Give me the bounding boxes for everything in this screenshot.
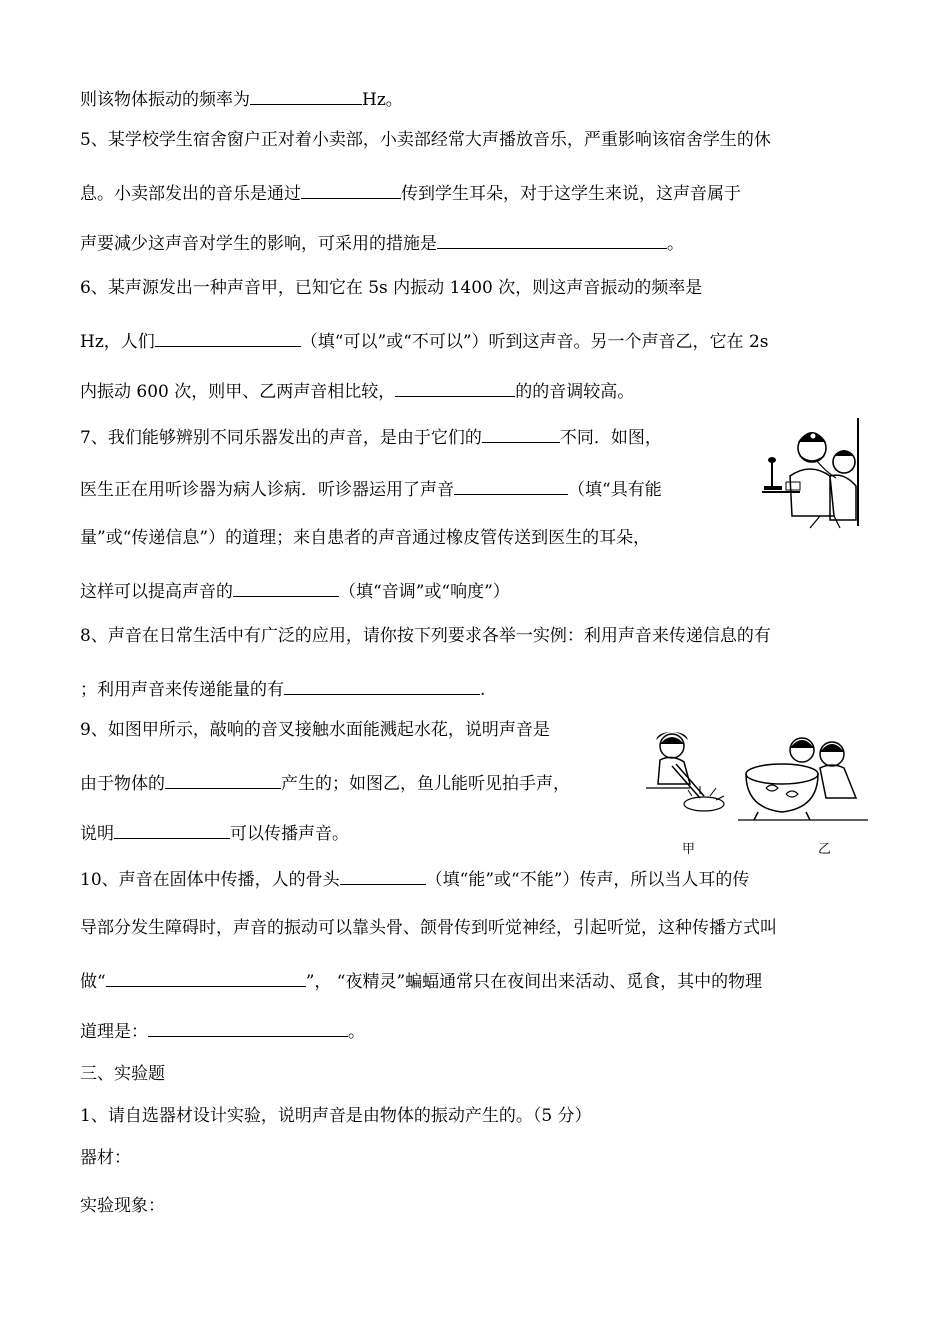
answer-blank[interactable] — [233, 578, 339, 597]
text: 三、实验题 — [80, 1064, 165, 1084]
q5-line-3 — [80, 230, 684, 256]
q6-line-2 — [80, 328, 769, 354]
text: 导部分发生障碍时，声音的振动可以靠头骨、颌骨传到听觉神经，引起听觉，这种传播方式叫 — [80, 918, 777, 938]
q10-line-2 — [80, 916, 777, 940]
text: 5、某学校学生宿舍窗户正对着小卖部，小卖部经常大声播放音乐，严重影响该宿舍学生的休 — [80, 130, 771, 150]
q10-line-3 — [80, 968, 762, 994]
q7-line-4 — [80, 578, 510, 604]
q8-line-1 — [80, 624, 771, 648]
text: ；利用声音来传递能量的有 — [80, 680, 284, 700]
text: ”， “夜精灵”蝙蝠通常只在夜间出来活动、觅食，其中的物理 — [305, 972, 763, 992]
text: 7、我们能够辨别不同乐器发出的声音，是由于它们的 — [80, 428, 482, 448]
text: 则该物体振动的频率为 — [80, 90, 250, 110]
answer-blank[interactable] — [395, 378, 515, 397]
answer-blank[interactable] — [165, 770, 281, 789]
text: 1、请自选器材设计实验，说明声音是由物体的振动产生的。（5 分） — [80, 1106, 592, 1126]
q9-line-3 — [80, 820, 349, 846]
text: 可以传播声音。 — [230, 824, 349, 844]
text: 8、声音在日常生活中有广泛的应用，请你按下列要求各举一实例：利用声音来传递信息的有 — [80, 626, 771, 646]
experiment-1-prompt — [80, 1104, 592, 1128]
answer-blank[interactable] — [250, 86, 362, 105]
q9-line-2 — [80, 770, 570, 796]
text: . — [480, 680, 486, 700]
text: 息。小卖部发出的音乐是通过 — [80, 184, 301, 204]
doctor-stethoscope-illustration — [760, 416, 870, 532]
answer-blank[interactable] — [114, 820, 230, 839]
experiment-1-materials-label — [80, 1146, 131, 1170]
text: 10、声音在固体中传播，人的骨头 — [80, 870, 340, 890]
text: （填“音调”或“响度”） — [339, 582, 510, 602]
text: 道理是： — [80, 1022, 148, 1042]
q6-line-3 — [80, 378, 634, 404]
text: 产生的；如图乙，鱼儿能听见拍手声， — [281, 774, 570, 794]
text: 的的音调较高。 — [515, 382, 635, 402]
answer-blank[interactable] — [454, 476, 568, 495]
answer-blank[interactable] — [148, 1018, 348, 1037]
text: 传到学生耳朵，对于这学生来说，这声音属于 — [401, 184, 741, 204]
section-heading-experiments — [80, 1062, 165, 1086]
answer-blank[interactable] — [340, 866, 426, 885]
text: 做“ — [80, 972, 106, 992]
figure-caption-yi: 乙 — [818, 842, 832, 857]
tuning-fork-water-illustration — [642, 726, 728, 822]
text: （填“能”或“不能”）传声，所以当人耳的传 — [425, 870, 750, 890]
text: 这样可以提高声音的 — [80, 582, 233, 602]
text: （填“具有能 — [568, 480, 662, 500]
text: 由于物体的 — [80, 774, 165, 794]
text: 实验现象： — [80, 1196, 165, 1216]
q8-line-2 — [80, 676, 485, 702]
answer-blank[interactable] — [284, 676, 480, 695]
q5-line-2 — [80, 180, 741, 206]
text: 。 — [348, 1022, 365, 1042]
q9-line-1 — [80, 718, 550, 742]
figure-caption-jia: 甲 — [682, 842, 696, 857]
answer-blank[interactable] — [155, 328, 301, 347]
experiment-1-phenomenon-label — [80, 1194, 165, 1218]
text: Hz。 — [362, 90, 403, 110]
text: 声要减少这声音对学生的影响，可采用的措施是 — [80, 234, 437, 254]
text: Hz，人们 — [80, 332, 155, 352]
q5-line-1 — [80, 128, 771, 152]
text: 9、如图甲所示，敲响的音叉接触水面能溅起水花，说明声音是 — [80, 720, 550, 740]
text: 医生正在用听诊器为病人诊病．听诊器运用了声音 — [80, 480, 454, 500]
answer-blank[interactable] — [482, 424, 560, 443]
answer-blank[interactable] — [301, 180, 401, 199]
text: 6、某声源发出一种声音甲，已知它在 5s 内振动 1400 次，则这声音振动的频率是 — [80, 278, 703, 298]
text: 量”或“传递信息”）的道理；来自患者的声音通过橡皮管传送到医生的耳朵， — [80, 528, 651, 548]
text: 。 — [667, 234, 684, 254]
q7-line-2 — [80, 476, 662, 502]
q6-line-1 — [80, 276, 702, 300]
q4-continuation-line — [80, 86, 403, 112]
text: 不同．如图， — [559, 428, 662, 448]
text: 说明 — [80, 824, 114, 844]
fish-bowl-clapping-illustration — [736, 728, 870, 824]
answer-blank[interactable] — [106, 968, 306, 987]
q7-line-3 — [80, 526, 650, 550]
text: （填“可以”或“不可以”）听到这声音。另一个声音乙，它在 2s — [300, 332, 769, 352]
q10-line-1 — [80, 866, 749, 892]
q7-line-1 — [80, 424, 662, 450]
q10-line-4 — [80, 1018, 365, 1044]
text: 内振动 600 次，则甲、乙两声音相比较， — [80, 382, 396, 402]
answer-blank[interactable] — [437, 230, 667, 249]
text: 器材： — [80, 1148, 131, 1168]
